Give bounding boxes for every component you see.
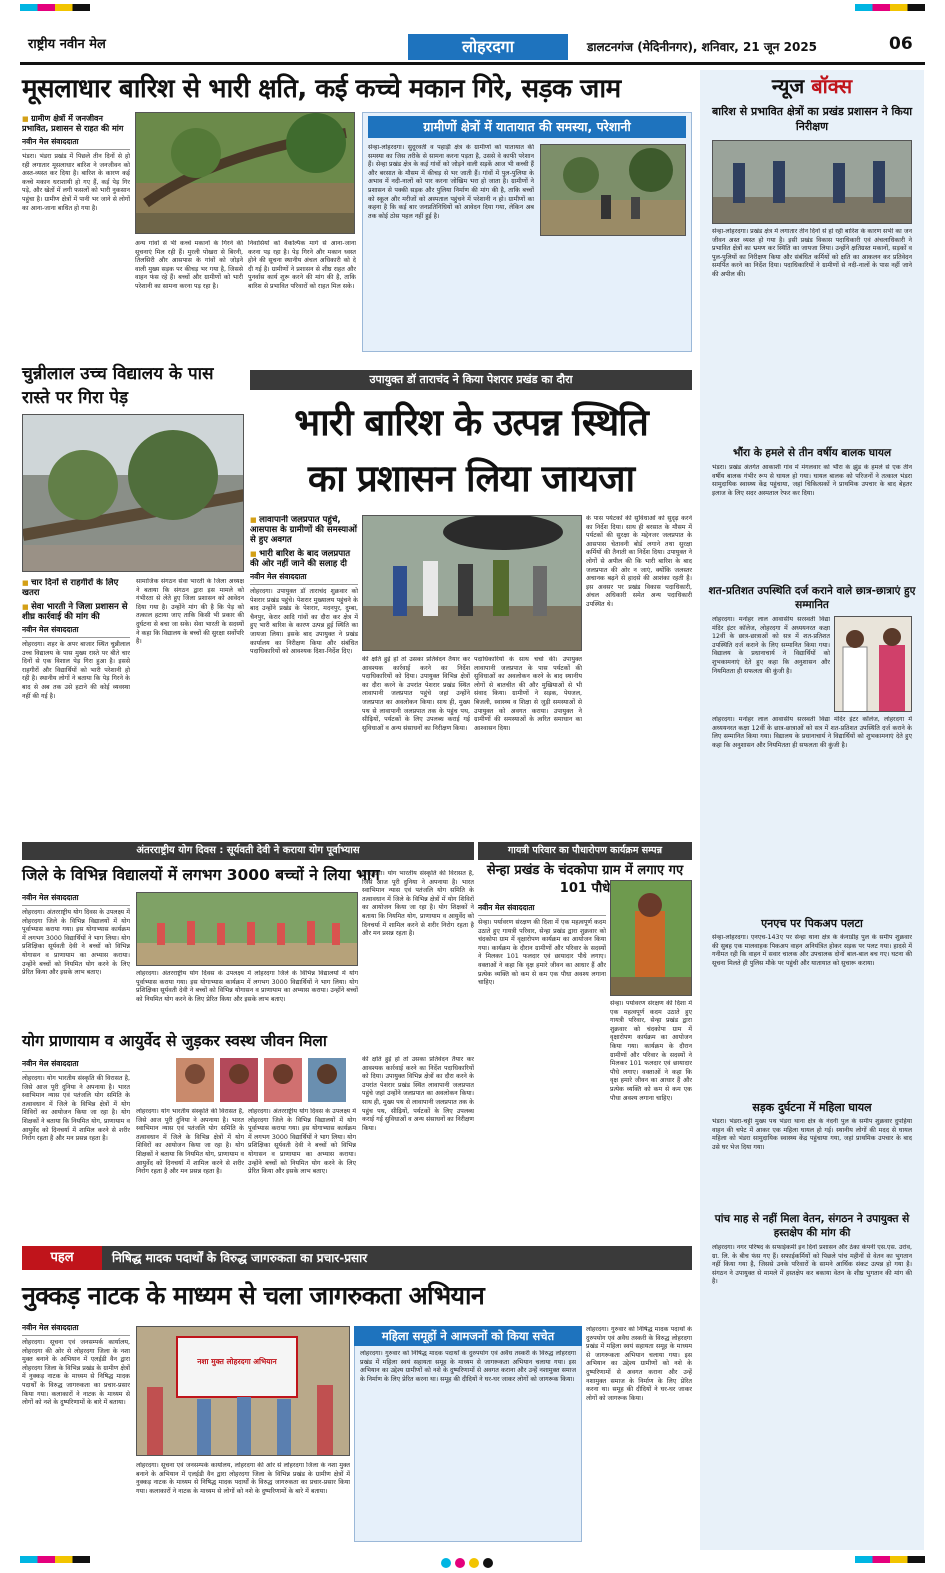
pehal-inset-headline: महिला समूहों ने आमजनों को किया सचेत <box>354 1326 582 1346</box>
pranayam-left-column <box>22 1056 130 1234</box>
pehal-body-col2: लोहरदगा। सूचना एवं जनसम्पर्क कार्यालय, लोहरदगा की ओर से लोहरदगा जिला के नशा मुक्त बनाने के अभियान में एलईडी वैन द्वारा लोहरदगा जिला के विभिन्न प्रखंड के ग्रामीण क्षेत्रों में नुक्कड़ नाटक के माध्यम से निषिद्ध मादक पदार्थों के विरुद्ध जागरुकता का प्रचार-प्रसार किया गया। कलाकारों ने नाटक के माध्यम से लोगों को नशे के दुष्परिणामों के बारे में बताया। <box>136 1462 350 1495</box>
school-bullet-2: ■ सेवा भारती ने जिला प्रशासन से शीघ्र कार्रवाई की मांग की <box>22 602 130 622</box>
news-box-story3-body-cont: लोहरदगा। मनोहर लाल आवासीय सरस्वती विद्या मंदिर इंटर कॉलेज, लोहरदगा में अध्ययनरत कक्षा 12वीं के छात्र-छात्राओं को सत्र में शत-प्रतिशत उपस्थिति दर्ज कराने के लिए सम्मानित किया गया। विद्यालय के प्रधानाचार्य ने विद्यार्थियों को शुभकामनाएं देते हुए कहा कि अनुशासन और नियमितता ही सफलता की कुंजी है। <box>712 716 912 749</box>
main-feature-bullet-1: ■ लावापानी जलप्रपात पहुंचे, आसपास के ग्रामीणों की समस्याओं से हुए अवगत <box>250 515 358 545</box>
yoga-practice-image <box>137 893 358 966</box>
school-byline: नवीन मेल संवाददाता <box>22 625 130 638</box>
page-number: 06 <box>889 34 913 54</box>
officials-inspection-image <box>363 516 582 651</box>
pehal-kicker: निषिद्ध मादक पदार्थों के विरुद्ध जागरुकता का प्रचार-प्रसार <box>112 1251 368 1265</box>
gayatri-headline: सेन्हा प्रखंड के चंदकोपा ग्राम में लगाए गए 101 पौधे <box>486 863 684 896</box>
news-box-story1-headline: बारिश से प्रभावित क्षेत्रों का प्रखंड प्रशासन ने किया निरीक्षण <box>711 105 913 133</box>
inspection-team-image <box>713 141 912 224</box>
pehal-inset-body: लोहरदगा। गुरुवार को निषिद्ध मादक पदार्थों के दुरुपयोग एवं अवैध तस्करी के विरुद्ध लोहरदगा प्रखंड में महिला स्वयं सहायता समूह के माध्यम से जागरूकता अभियान चलाया गया। इस अभियान का उद्देश्य ग्रामीणों को नशे के दुष्परिणामों से अवगत कराना और उन्हें नशामुक्त समाज के निर्माण के लिए प्रेरित करना था। समूह की दीदियों ने घर-घर जाकर लोगों को जागरूक किया। <box>360 1350 576 1383</box>
street-play-image <box>137 1327 350 1456</box>
pranayam-body-col4: की क्षति हुई हो तो उसका प्रतिवेदन तैयार कर आवश्यक कार्रवाई करने का निर्देश पदाधिकारियों को दिया। उपायुक्त विभिन्न क्षेत्रों का दौरा करने के उपरांत पेशरार प्रखंड स्थित लावापानी जलप्रपात पहुंचे जहां उन्होंने जलप्रपात का अवलोकन किया। साथ ही, मुख्य पथ से लावापानी जलप्रपात तक के पहुंच पथ, सीढ़ियों, पर्यटकों के लिए उपलब्ध कराई गई सुविधाओं व अन्य संसाधनों का निरीक्षण किया। <box>362 1056 474 1132</box>
pranayam-body-col2: लोहरदगा। योग भारतीय संस्कृति की विरासत है, जिसे आज पूरी दुनिया ने अपनाया है। भारत स्वाभिमान न्यास एवं पतंजलि योग समिति के तत्वावधान में जिले के विभिन्न क्षेत्रों में योग शिविरों का आयोजन किया जा रहा है। योग शिक्षकों ने बताया कि नियमित योग, प्राणायाम व आयुर्वेद को दिनचर्या में शामिल करने से शरीर निरोग रहता है और मन प्रसन्न रहता है। <box>136 1108 244 1176</box>
color-bar-top-left <box>20 4 90 11</box>
school-photo-tree <box>22 414 244 572</box>
dateline: डालटनगंज (मेदिनीनगर), शनिवार, 21 जून 2025 <box>587 40 818 54</box>
news-box-story1-body: सेन्हा-लोहरदगा। प्रखंड क्षेत्र में लगातार तीन दिनों से हो रही बारिश के कारण सभी का जन जीवन अस्त व्यस्त हो गया है। इसी प्रखंड विकास पदाधिकारी एवं अंचलाधिकारी ने प्रभावित क्षेत्रों का भ्रमण कर स्थिति का जायजा लिया। उन्होंने क्षतिग्रस्त मकानों, सड़कों व पुल-पुलियों का निरीक्षण किया और संबंधित कर्मियों को क्षति का आकलन कर प्रतिवेदन समर्पित करने का निर्देश दिया। पदाधिकारियों ने ग्रामीणों से नदी-नालों के पास नहीं जाने की अपील की। <box>712 228 912 278</box>
gayatri-left-column <box>478 900 606 1234</box>
yoga-headline: जिले के विभिन्न विद्यालयों में लगभग 3000 बच्चों ने लिया भाग <box>22 866 380 884</box>
gayatri-body: सेन्हा। पर्यावरण संरक्षण की दिशा में एक महत्वपूर्ण कदम उठाते हुए गायत्री परिवार, सेन्हा प्रखंड द्वारा शुक्रवार को चंदकोपा ग्राम में वृक्षारोपण कार्यक्रम का आयोजन किया गया। कार्यक्रम के दौरान ग्रामीणों और परिवार के सदस्यों ने मिलकर 101 फलदार एवं छायादार पौधे लगाए। वक्ताओं ने कहा कि वृक्ष हमारे जीवन का आधार हैं और प्रत्येक व्यक्ति को कम से कम एक पौधा अवश्य लगाना चाहिए। <box>478 919 606 987</box>
lead-bullet: ■ ग्रामीण क्षेत्रों में जनजीवन प्रभावित, प्रशासन से राहत की मांग <box>22 114 130 134</box>
plantation-image <box>611 881 692 996</box>
yoga-body: लोहरदगा। अंतरराष्ट्रीय योग दिवस के उपलक्ष्य में लोहरदगा जिले के विभिन्न विद्यालयों में योग पूर्वाभ्यास कराया गया। इस योगाभ्यास कार्यक्रम में लगभग 3000 विद्यार्थियों ने भाग लिया। योग प्रशिक्षिका सूर्यवती देवी ने बच्चों को विभिन्न योगासन व प्राणायाम का अभ्यास कराया। उन्होंने बच्चों को नियमित योग करने के लिए प्रेरित किया और इसके लाभ बताए। <box>22 909 130 977</box>
news-box-story1-photo <box>712 140 912 224</box>
award-ceremony-image <box>835 617 912 712</box>
yoga-kicker: अंतरराष्ट्रीय योग दिवस : सूर्यवती देवी ने कराया योग पूर्वाभ्यास <box>22 842 474 860</box>
main-feature-headline-2: का प्रशासन लिया जायजा <box>307 457 635 500</box>
news-box-story2-headline: भौंरा के हमले से तीन वर्षीय बालक घायल <box>732 447 892 459</box>
news-box-story3-headline: शत-प्रतिशत उपस्थिति दर्ज कराने वाले छात्र-छात्राएं हुए सम्मानित <box>708 585 916 611</box>
main-feature-body-4: के पास पर्यटकों की सुविधाओं को सुदृढ़ करने का निर्देश दिया। साथ ही बरसात के मौसम में पर्यटकों की सुरक्षा के मद्देनजर जलप्रपात के आसपास चेतावनी बोर्ड लगाने तथा सुरक्षा कर्मियों की तैनाती का निर्देश दिया। उपायुक्त ने लोगों से अपील की कि भारी बारिश के बाद जलप्रपात की ओर न जाएं, क्योंकि जलस्तर अचानक बढ़ने से हादसे की आशंका रहती है। इस अवसर पर प्रखंड विकास पदाधिकारी, अंचल अधिकारी समेत अन्य पदाधिकारी उपस्थित थे। <box>586 515 692 608</box>
yoga-body-col3: लोहरदगा। योग भारतीय संस्कृति की विरासत है, जिसे आज पूरी दुनिया ने अपनाया है। भारत स्वाभिमान न्यास एवं पतंजलि योग समिति के तत्वावधान में जिले के विभिन्न क्षेत्रों में योग शिविरों का आयोजन किया जा रहा है। योग शिक्षकों ने बताया कि नियमित योग, प्राणायाम व आयुर्वेद को दिनचर्या में शामिल करने से शरीर निरोग रहता है और मन प्रसन्न रहता है। <box>362 870 474 938</box>
boxed-story-headline: ग्रामीणों क्षेत्रों में यातायात की समस्या, परेशानी <box>368 116 686 138</box>
gayatri-body-col2: सेन्हा। पर्यावरण संरक्षण की दिशा में एक महत्वपूर्ण कदम उठाते हुए गायत्री परिवार, सेन्हा प्रखंड द्वारा शुक्रवार को चंदकोपा ग्राम में वृक्षारोपण कार्यक्रम का आयोजन किया गया। कार्यक्रम के दौरान ग्रामीणों और परिवार के सदस्यों ने मिलकर 101 फलदार एवं छायादार पौधे लगाए। वक्ताओं ने कहा कि वृक्ष हमारे जीवन का आधार हैं और प्रत्येक व्यक्ति को कम से कम एक पौधा अवश्य लगाना चाहिए। <box>610 1000 692 1102</box>
yoga-byline: नवीन मेल संवाददाता <box>22 893 130 906</box>
masthead: राष्ट्रीय नवीन मेल <box>28 37 106 52</box>
pranayam-portraits <box>176 1058 346 1102</box>
pehal-body-col4: लोहरदगा। गुरुवार को निषिद्ध मादक पदार्थों के दुरुपयोग एवं अवैध तस्करी के विरुद्ध लोहरदगा प्रखंड में महिला स्वयं सहायता समूह के माध्यम से जागरूकता अभियान चलाया गया। इस अभियान का उद्देश्य ग्रामीणों को नशे के दुष्परिणामों से अवगत कराना और उन्हें नशामुक्त समाज के निर्माण के लिए प्रेरित करना था। समूह की दीदियों ने घर-घर जाकर लोगों को जागरूक किया। <box>586 1326 692 1402</box>
yoga-left-column <box>22 890 130 1030</box>
pehal-byline: नवीन मेल संवाददाता <box>22 1323 130 1336</box>
gayatri-kicker: गायत्री परिवार का पौधारोपण कार्यक्रम सम्पन्न <box>478 842 692 860</box>
fallen-tree-image <box>136 113 355 234</box>
registration-dots-icon <box>440 1557 500 1569</box>
yoga-body-cont: लोहरदगा। अंतरराष्ट्रीय योग दिवस के उपलक्ष्य में लोहरदगा जिले के विभिन्न विद्यालयों में योग पूर्वाभ्यास कराया गया। इस योगाभ्यास कार्यक्रम में लगभग 3000 विद्यार्थियों ने भाग लिया। योग प्रशिक्षिका सूर्यवती देवी ने बच्चों को विभिन्न योगासन व प्राणायाम का अभ्यास कराया। उन्होंने बच्चों को नियमित योग करने के लिए प्रेरित किया और इसके लाभ बताए। <box>136 970 358 1003</box>
news-box-story3-body: लोहरदगा। मनोहर लाल आवासीय सरस्वती विद्या मंदिर इंटर कॉलेज, लोहरदगा में अध्ययनरत कक्षा 12वीं के छात्र-छात्राओं को सत्र में शत-प्रतिशत उपस्थिति दर्ज कराने के लिए सम्मानित किया गया। विद्यालय के प्रधानाचार्य ने विद्यार्थियों को शुभकामनाएं देते हुए कहा कि अनुशासन और नियमितता ही सफलता की कुंजी है। <box>712 616 830 675</box>
news-box-title-1: न्यूज <box>771 74 805 98</box>
tree-on-road-image <box>23 415 244 572</box>
pehal-tag: पहल <box>22 1246 102 1270</box>
lead-body-3: निवासियों को वैकल्पिक मार्ग से आना-जाना करना पड़ रहा है। पेड़ गिरने और मकान ध्वस्त होने की सूचना स्थानीय अंचल अधिकारी को दे दी गई है। ग्रामीणों ने प्रशासन से शीघ्र राहत और पुनर्वास कार्य शुरू करने की मांग की है, ताकि बारिश से प्रभावित परिवारों को राहत मिल सके। <box>248 240 356 290</box>
pranayam-headline: योग प्राणायाम व आयुर्वेद से जुड़कर स्वस्थ जीवन मिला <box>22 1032 327 1050</box>
news-box-story4-headline: एनएच पर पिकअप पलटा <box>761 917 863 930</box>
lead-headline: मूसलाधार बारिश से भारी क्षति, कई कच्चे मकान गिरे, सड़क जाम <box>22 74 621 104</box>
news-box-title-2: बॉक्स <box>811 74 853 98</box>
main-feature-byline: नवीन मेल संवाददाता <box>250 572 358 585</box>
news-box-story5-headline: सड़क दुर्घटना में महिला घायल <box>752 1101 872 1114</box>
news-box-story5-body: भंडरा। भंडरा-चट्टी मुख्य पथ भंडरा थाना क्षेत्र के नंदनी पुल के समीप शुक्रवार दुपहिया वाहन की चपेट में आकर एक महिला घायल हो गई। स्थानीय लोगों की मदद से घायल महिला को भंडरा सामुदायिक स्वास्थ्य केंद्र पहुंचाया गया, जहां प्राथमिक उपचार के बाद उसे घर भेज दिया गया। <box>712 1118 912 1151</box>
lead-byline: नवीन मेल संवाददाता <box>22 137 130 150</box>
gayatri-byline: नवीन मेल संवाददाता <box>478 903 606 916</box>
school-body-2: सामाजिक संगठन सेवा भारती के जिला अध्यक्ष ने बताया कि संगठन द्वारा इस मामले को गंभीरता से लेते हुए जिला प्रशासन को आवेदन दिया गया है। उन्होंने मांग की है कि पेड़ को तत्काल हटाया जाए ताकि किसी भी प्रकार की दुर्घटना से बचा जा सके। सेवा भारती के सदस्यों ने कहा कि विद्यालय के बच्चों की सुरक्षा सर्वोपरि है। <box>136 578 244 646</box>
lead-body-2: अन्य गांवों से भी कच्चे मकानों के गिरने की सूचनाएं मिल रही हैं। मुरली पोखरा से बिरनी, तिलसिरी और आसपास के गांवों को जोड़ने वाली मुख्य सड़क पर कीचड़ भर गया है, जिससे वाहन फंस रहे हैं। बच्चों और ग्रामीणों को भारी परेशानी का सामना करना पड़ रहा है। <box>135 240 243 290</box>
school-bullet-1: ■ चार दिनों से राहगीरों के लिए खतरा <box>22 578 130 598</box>
main-feature-headline-1: भारी बारिश के उत्पन्न स्थिति <box>294 401 648 444</box>
main-feature-body-2: की क्षति हुई हो तो उसका प्रतिवेदन तैयार कर आवश्यक कार्रवाई करने का निर्देश पदाधिकारियों को दिया। उपायुक्त विभिन्न क्षेत्रों का दौरा करने के उपरांत पेशरार प्रखंड स्थित लावापानी जलप्रपात पहुंचे जहां उन्होंने जलप्रपात का अवलोकन किया। साथ ही, मुख्य पथ से लावापानी जलप्रपात तक के पहुंच पथ, सीढ़ियों, पर्यटकों के लिए उपलब्ध कराई गई सुविधाओं व अन्य संसाधनों का निरीक्षण किया। <box>362 656 470 732</box>
yoga-photo <box>136 892 358 966</box>
news-box-story2-body: भंडरा। प्रखंड अंतर्गत आकाशी गांव में मंगलवार को भौंरा के झुंड के हमले से एक तीन वर्षीय बालक गंभीर रूप से घायल हो गया। घायल बालक को परिजनों ने तत्काल भंडरा सामुदायिक स्वास्थ्य केंद्र पहुंचाया, जहां चिकित्सकों ने प्राथमिक उपचार के बाद बेहतर इलाज के लिए सदर अस्पताल रेफर कर दिया। <box>712 464 912 497</box>
pehal-left-column <box>22 1320 130 1542</box>
pehal-body: लोहरदगा। सूचना एवं जनसम्पर्क कार्यालय, लोहरदगा की ओर से लोहरदगा जिला के नशा मुक्त बनाने के अभियान में एलईडी वैन द्वारा लोहरदगा जिला के विभिन्न प्रखंड के ग्रामीण क्षेत्रों में नुक्कड़ नाटक के माध्यम से निषिद्ध मादक पदार्थों के विरुद्ध जागरुकता का प्रचार-प्रसार किया गया। कलाकारों ने नाटक के माध्यम से लोगों को नशे के दुष्परिणामों के बारे में बताया। <box>22 1339 130 1407</box>
color-bar-bottom-left <box>20 1556 90 1563</box>
main-feature-body-3: पदाधिकारियों के साथ चर्चा की। उपायुक्त लावापानी जलप्रपात के पास पर्यटकों की सुविधाओं का अवलोकन करने के बाद स्थानीय लोगों से बातचीत की और मुखियाओं से भी संवाद किया। ग्रामीणों ने सड़क, पेयजल, बिजली, स्वास्थ्य व शिक्षा से जुड़ी समस्याओं से उपायुक्त को अवगत कराया। उपायुक्त ने ग्रामीणों की समस्याओं के त्वरित समाधान का आश्वासन दिया। <box>474 656 582 732</box>
pehal-photo <box>136 1326 350 1456</box>
news-box-story6-body: लोहरदगा। नगर परिषद के सफाईकर्मी इन दिनों प्रशासन और ठेका कंपनी एस.एस. उरांव, ग्रा. लि. के बीच फंस गए हैं। सफाईकर्मियों को पिछले पांच महीनों से वेतन का भुगतान नहीं किया गया है, जिससे उनके परिवारों के सामने आर्थिक संकट उत्पन्न हो गया है। संगठन ने उपायुक्त से मामले में हस्तक्षेप कर बकाया वेतन के शीघ्र भुगतान की मांग की है। <box>712 1244 912 1286</box>
registration-marks <box>440 1554 500 1566</box>
news-box-story6-headline: पांच माह से नहीं मिला वेतन, संगठन ने उपायुक्त से हस्तक्षेप की मांग की <box>714 1213 910 1239</box>
pehal-banner-text: नशा मुक्त लोहरदगा अभियान <box>197 1357 277 1366</box>
flooded-road-image <box>541 145 686 236</box>
school-body: लोहरदगा। शहर के अपर बाजार स्थित चुन्नीलाल उच्च विद्यालय के पास मुख्य रास्ते पर बीते चार दिनों से एक विशाल पेड़ गिरा हुआ है। इससे राहगीरों और विद्यार्थियों को भारी परेशानी हो रही है। स्थानीय लोगों ने बताया कि पेड़ गिरने के बाद से अब तक उसे हटाने की कोई व्यवस्था नहीं की गई है। <box>22 641 130 700</box>
lead-photo-fallen-tree <box>135 112 355 234</box>
news-box-story3-photo <box>834 616 912 712</box>
color-bar-bottom-right <box>855 1556 925 1563</box>
pranayam-body: लोहरदगा। योग भारतीय संस्कृति की विरासत है, जिसे आज पूरी दुनिया ने अपनाया है। भारत स्वाभिमान न्यास एवं पतंजलि योग समिति के तत्वावधान में जिले के विभिन्न क्षेत्रों में योग शिविरों का आयोजन किया जा रहा है। योग शिक्षकों ने बताया कि नियमित योग, प्राणायाम व आयुर्वेद को दिनचर्या में शामिल करने से शरीर निरोग रहता है और मन प्रसन्न रहता है। <box>22 1075 130 1143</box>
pranayam-byline: नवीन मेल संवाददाता <box>22 1059 130 1072</box>
portraits-image <box>176 1058 346 1102</box>
main-feature-kicker: उपायुक्त डॉ ताराचंद ने किया पेशरार प्रखंड का दौरा <box>250 370 692 390</box>
main-feature-bullet-2: ■ भारी बारिश के बाद जलप्रपात की ओर नहीं जाने की सलाह दी <box>250 549 358 569</box>
color-bar-top-right <box>855 4 925 11</box>
section-tag: लोहरदगा <box>408 34 568 60</box>
main-feature-body-1: लोहरदगा। उपायुक्त डॉ ताराचंद शुक्रवार को पेशरार प्रखंड पहुंचे। पेशरार मुख्यालय पहुंचने के बाद उन्होंने प्रखंड के पेशरार, मदनपुर, दुम्बा, चैनपुर, केरार आदि गांवों का दौरा कर क्षेत्र में हुए भारी बारिश के कारण उत्पन्न हुई स्थिति का जायजा लिया। इसके बाद उपायुक्त ने प्रखंड कार्यालय का निरीक्षण किया और संबंधित पदाधिकारियों को आवश्यक दिशा-निर्देश दिए। <box>250 588 358 656</box>
header-rule <box>20 62 925 65</box>
school-headline: चुन्नीलाल उच्च विद्यालय के पास रास्ते पर गिरा पेड़ <box>22 364 214 408</box>
main-feature-photo <box>362 515 582 651</box>
news-box-story4-body: सेन्हा-लोहरदगा। एनएच-143ए पर सेन्हा थाना क्षेत्र के केनाडीह पुल के समीप शुक्रवार की सुबह एक मालवाहक पिकअप वाहन अनियंत्रित होकर सड़क पर पलट गया। हादसे में गनीमत रही कि वाहन में सवार चालक और उपचालक दोनों बाल-बाल बच गए। घटना की सूचना मिलते ही पुलिस मौके पर पहुंची और यातायात को सुचारू कराया। <box>712 934 912 967</box>
main-feature-side-column <box>250 515 358 835</box>
boxed-story-photo <box>540 144 686 236</box>
lead-left-column <box>22 114 130 354</box>
school-left-column <box>22 578 130 840</box>
gayatri-photo <box>610 880 692 996</box>
boxed-story-body: सेन्हा-लोहरदगा। सुदूरवर्ती व पहाड़ी क्षेत्र के ग्रामीणों को यातायात की समस्या का जिस तरीके से सामना करना पड़ता है, उससे वे काफी परेशान हैं। सेन्हा प्रखंड क्षेत्र के कई गांवों को जोड़ने वाली सड़कें आज भी कच्ची हैं और बरसात के मौसम में कीचड़ से भर जाती हैं। गांवों में पुल-पुलिया के अभाव में नदी-नालों को पार करना जोखिम भरा हो जाता है। ग्रामीणों ने प्रशासन से पक्की सड़क और पुलिया निर्माण की मांग की है, ताकि बच्चों को स्कूल और मरीजों को अस्पताल पहुंचने में परेशानी न हो। ग्रामीणों का कहना है कि कई बार जनप्रतिनिधियों को आवेदन दिया गया, लेकिन अब तक कोई ठोस पहल नहीं हुई है। <box>368 144 534 220</box>
lead-body-1: भंडरा। भंडरा प्रखंड में पिछले तीन दिनों से हो रही लगातार मूसलाधार बारिश ने जनजीवन को अस्त-व्यस्त कर दिया है। बारिश के कारण कई कच्चे मकान धराशायी हो गए हैं, कई पेड़ गिर पड़े, और खेतों में लगी फसलों को भारी नुकसान पहुंचा है। ग्रामीण क्षेत्रों में पानी भर जाने से लोगों का आना-जाना बाधित हो गया है। <box>22 153 130 212</box>
news-box-title <box>700 70 924 102</box>
pranayam-body-col3: लोहरदगा। अंतरराष्ट्रीय योग दिवस के उपलक्ष्य में लोहरदगा जिले के विभिन्न विद्यालयों में योग पूर्वाभ्यास कराया गया। इस योगाभ्यास कार्यक्रम में लगभग 3000 विद्यार्थियों ने भाग लिया। योग प्रशिक्षिका सूर्यवती देवी ने बच्चों को विभिन्न योगासन व प्राणायाम का अभ्यास कराया। उन्होंने बच्चों को नियमित योग करने के लिए प्रेरित किया और इसके लाभ बताए। <box>248 1108 356 1176</box>
pehal-headline: नुक्कड़ नाटक के माध्यम से चला जागरुकता अभियान <box>22 1281 485 1310</box>
